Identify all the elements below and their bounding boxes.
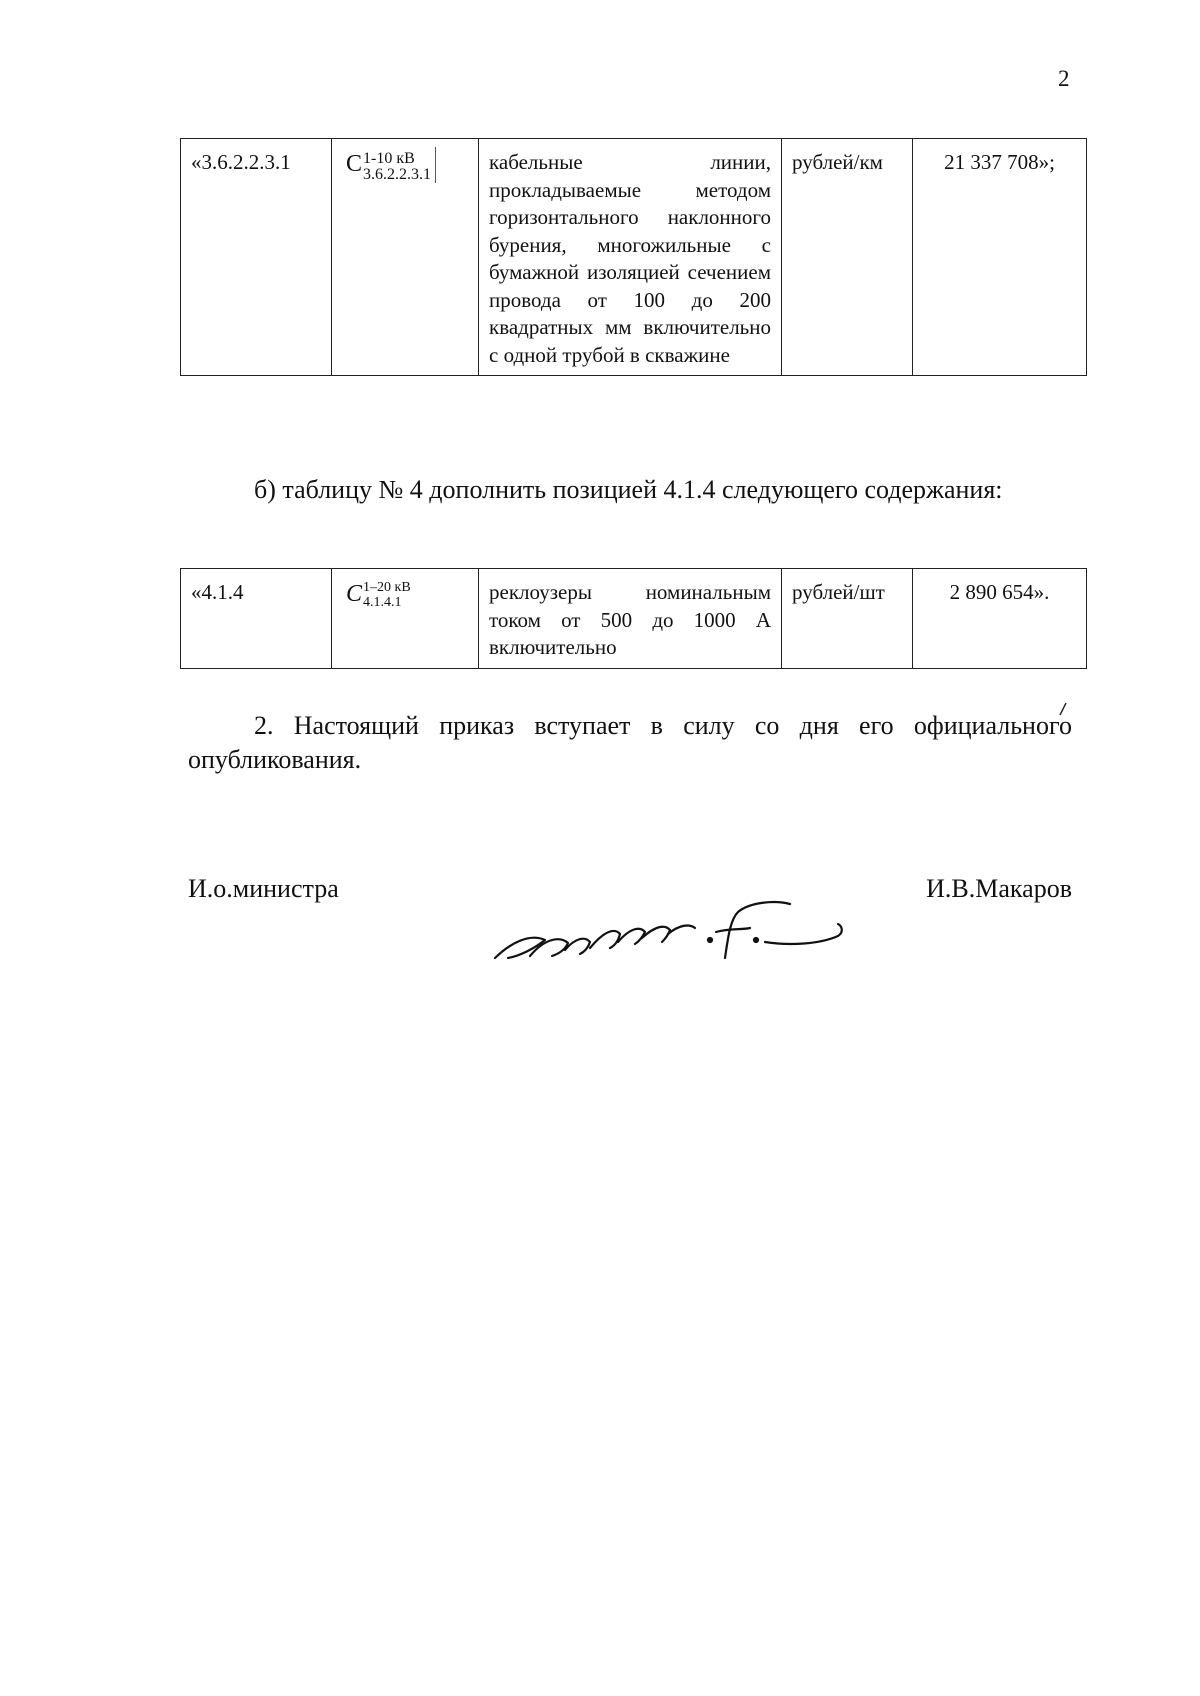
amendment-paragraph-b-text: б) таблицу № 4 дополнить позицией 4.1.4 следующего содержания: — [254, 475, 1003, 504]
handwritten-signature — [490, 898, 850, 978]
rate-code — [346, 149, 436, 183]
value-cell: 2 890 654». — [913, 569, 1087, 669]
code-subscript: 3.6.2.2.3.1 — [363, 166, 432, 183]
description-cell: реклоузеры номинальным током от 500 до 1000 А включительно — [479, 569, 782, 669]
code-divider — [435, 147, 436, 183]
effective-date-paragraph-text: 2. Настоящий приказ вступает в силу со дня его официального опубликования. — [188, 711, 1072, 774]
unit-cell: рублей/шт — [782, 569, 913, 669]
code-superscript: 1-10 кВ — [363, 150, 415, 167]
code-letter: C — [346, 151, 363, 177]
code-letter: C — [346, 581, 363, 607]
code-cell — [332, 569, 479, 669]
rate-code — [346, 579, 411, 610]
description-cell: кабельные линии, прокладываемые методом горизонтального наклонного бурения, многожильные с бумажной изоляцией сечением провода от 100 до 200 квадратных мм включительно с одной трубой в скважине — [479, 139, 782, 376]
table-row — [181, 569, 1087, 669]
signatory-name: И.В.Макаров — [926, 874, 1072, 903]
code-cell — [332, 139, 479, 376]
code-subscript: 4.1.4.1 — [363, 595, 402, 610]
amendment-paragraph-b — [188, 473, 1072, 507]
unit-cell: рублей/км — [782, 139, 913, 376]
page-number: 2 — [1058, 66, 1070, 91]
effective-date-paragraph — [188, 709, 1072, 777]
position-cell: «4.1.4 — [181, 569, 332, 669]
table-row — [181, 139, 1087, 376]
tariff-table-2 — [180, 568, 1087, 669]
position-cell: «3.6.2.2.3.1 — [181, 139, 332, 376]
code-superscript: 1–20 кВ — [363, 580, 411, 595]
stray-pen-mark — [1058, 702, 1068, 716]
tariff-table-1 — [180, 138, 1087, 376]
signatory-title: И.о.министра — [188, 874, 339, 903]
value-cell: 21 337 708»; — [913, 139, 1087, 376]
